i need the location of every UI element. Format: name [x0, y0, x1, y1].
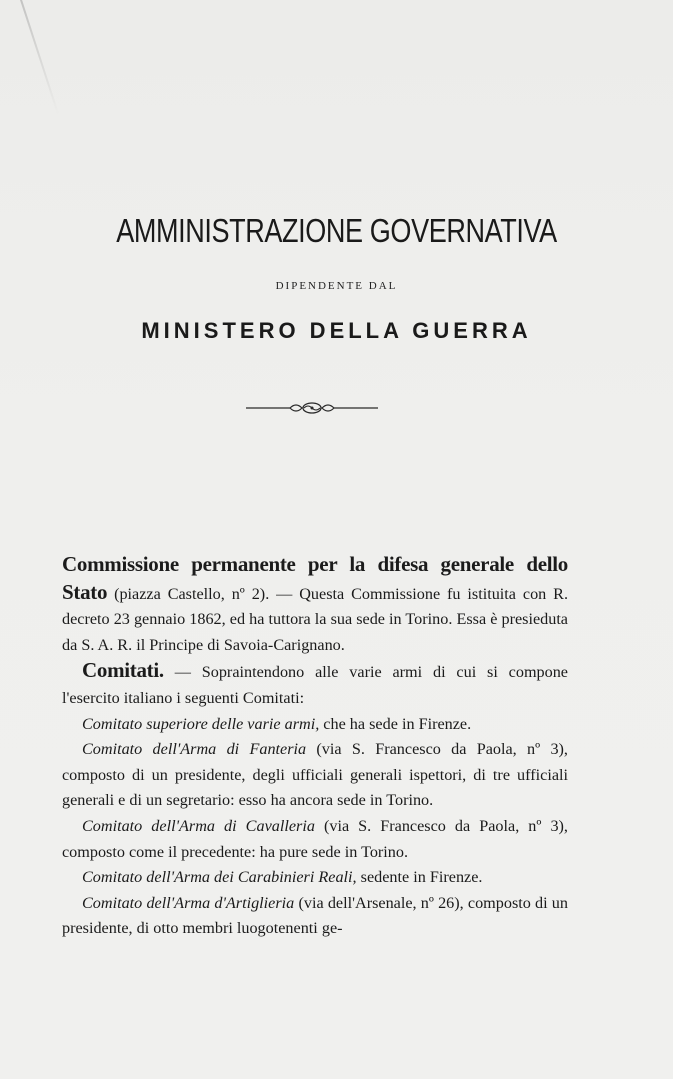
- ministry-heading: MINISTERO DELLA GUERRA: [141, 318, 532, 343]
- paper-crease: [20, 0, 59, 114]
- comitato-name: Comitato dell'Arma dei Carabinieri Reali,: [82, 868, 357, 887]
- comitato-entry: [62, 712, 568, 738]
- comitato-text: (via dell'Arsenale, nº 26), composto di un presidente, di otto membri luogotenenti ge-: [62, 893, 568, 938]
- comitato-entry: [62, 865, 568, 891]
- body-text: [62, 552, 568, 942]
- paragraph-commissione: [62, 552, 568, 658]
- comitato-entry: [62, 737, 568, 814]
- comitato-text: (via S. Francesco da Paola, nº 3), composto come il precedente: ha pure sede in Torino.: [62, 816, 568, 861]
- ornament-divider-icon: [246, 398, 378, 418]
- commissione-text: (piazza Castello, nº 2). — Questa Commissione fu istituita con R. decreto 23 gennaio 1862, ed ha tuttora la sua sede in Torino. Essa è presieduta da S. A. R. il Principe di Savoia-Carignano.: [62, 584, 568, 654]
- page-subtitle: DIPENDENTE DAL: [275, 280, 398, 292]
- comitato-name: Comitato superiore delle varie armi,: [82, 714, 320, 733]
- comitato-entry: [62, 891, 568, 942]
- comitato-entry: [62, 814, 568, 865]
- comitato-text: che ha sede in Firenze.: [319, 714, 472, 733]
- paragraph-comitati: [62, 658, 568, 711]
- comitato-name: Comitato dell'Arma di Fanteria: [82, 740, 307, 759]
- comitato-text: sedente in Firenze.: [356, 868, 483, 887]
- commissione-heading: Commissione permanente per la difesa generale dello Stato: [62, 552, 568, 604]
- comitati-text: — Sopraintendono alle varie armi di cui si compone l'esercito italiano i seguenti Comitati:: [62, 663, 568, 707]
- comitato-name: Comitato dell'Arma di Cavalleria: [82, 816, 315, 835]
- comitati-heading: Comitati.: [82, 658, 164, 683]
- comitato-text: (via S. Francesco da Paola, nº 3), composto di un presidente, degli ufficiali generali ispettori, di tre ufficiali generali e di un segretario: esso ha ancora sede in Torino.: [62, 740, 568, 810]
- comitato-name: Comitato dell'Arma d'Artiglieria: [82, 893, 295, 912]
- page-title: AMMINISTRAZIONE GOVERNATIVA: [116, 212, 557, 249]
